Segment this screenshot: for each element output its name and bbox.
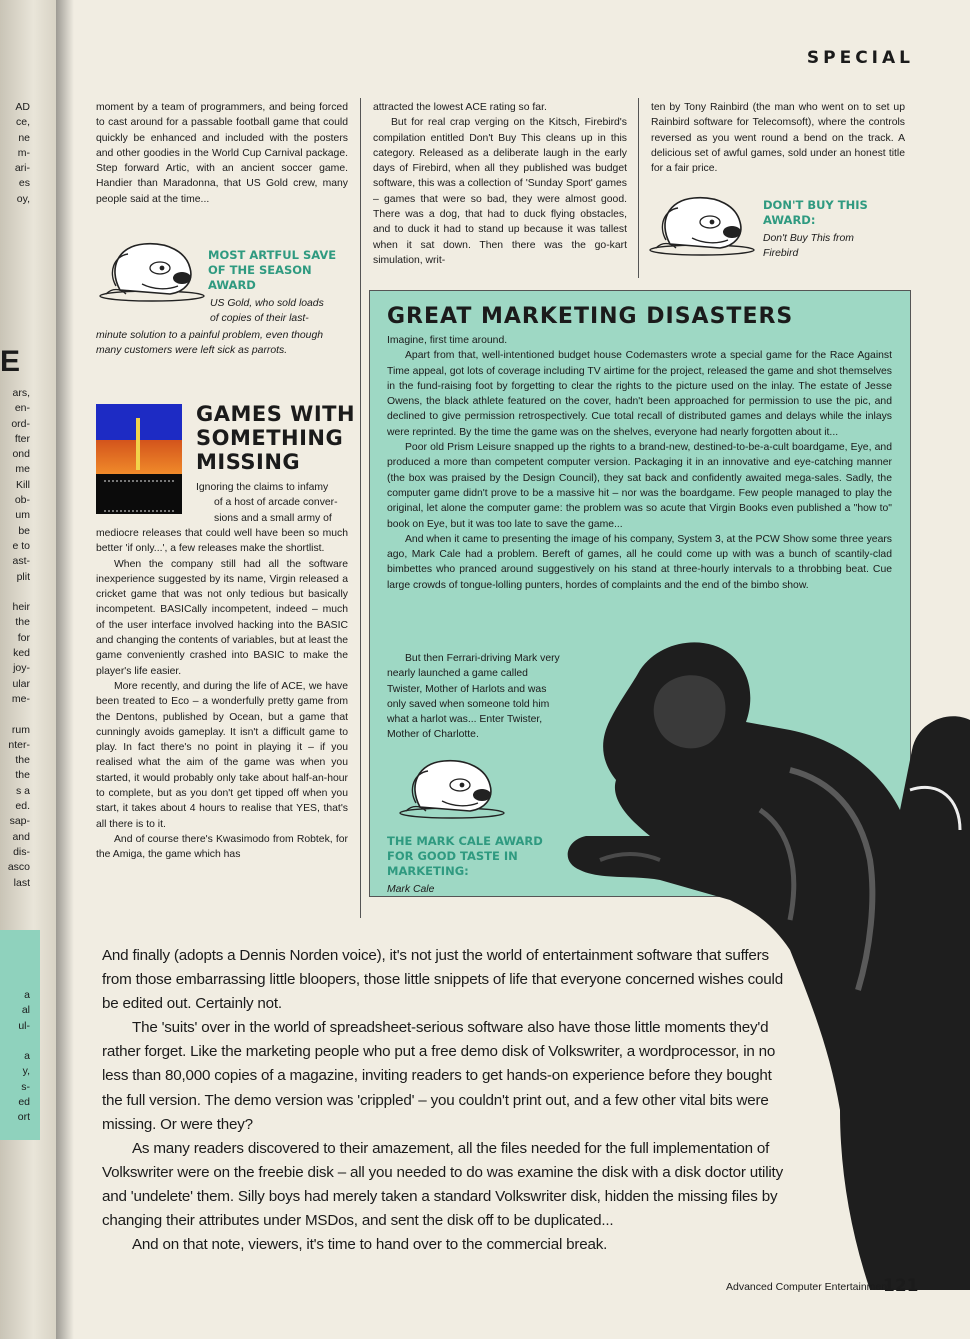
paragraph: And finally (adopts a Dennis Norden voice), it's not just the world of entertainment software that suffers from those embarrassing little bloopers, those little snippets of life that everyone concerned wishes could be edited out. Certainly not. (102, 947, 783, 1013)
award-text-paragraph: minute solution to a painful problem, even though many customers were left sick as parrots. (96, 330, 324, 356)
facing-page-text-fragment: um (15, 509, 30, 522)
facing-page-text-fragment: es (18, 177, 30, 190)
facing-page-text-fragment: y, (22, 1065, 30, 1078)
paragraph: More recently, and during the life of ACE, we have been treated to Eco – a wonderfully pretty game from the Dentons, published by Ocean, but a game that cunningly avoids gameplay. It isn't a difficult game to play. In fact there's no point in playing it – if you realised what the aim of the game was when you started, it would probably only take about half-an-hour to complete, but as you don't get tipped off when you start, it takes about 4 hours to realise that YES, that's all there is to it. (96, 680, 348, 830)
publication-name: Advanced Computer Entertainment (726, 1281, 891, 1293)
facing-page-text-fragment: be (18, 524, 30, 537)
facing-page-text-fragment: AD (15, 101, 30, 113)
paragraph: But then Ferrari-driving Mark very nearly launched a game called Twister, Mother of Harlots and was only saved when someone told him what a harlot was... Enter Twister, Mother of Charlotte. (387, 653, 560, 741)
closing-article-text (102, 944, 792, 1257)
facing-page-text-fragment: and (12, 830, 30, 843)
title-line: SOMETHING (196, 426, 344, 450)
facing-page-text-fragment: the (15, 754, 30, 767)
screenshot-panel (104, 480, 174, 512)
facing-page-text-fragment: the (15, 616, 30, 629)
facing-page-text-fragment: me (15, 463, 30, 476)
paragraph: When the company still had all the software inexperience suggested by its name, Virgin released a cricket game that was not only tedious but basically incompetent. BASICally incompetent, indeed – much of the user interface involved hacking into the BASIC and changing the contents of variables, but at least the game conveniently crashed into BASIC to make the player's life easier. (96, 558, 348, 677)
column-3 (651, 100, 905, 176)
facing-page-text-fragment: m- (17, 146, 30, 159)
paragraph: Imagine, first time around. (387, 335, 508, 346)
cartoon-dog-icon (398, 755, 506, 819)
facing-page-text-fragment: a (24, 1050, 30, 1063)
cartoon-dog-icon (648, 192, 756, 256)
paragraph: The 'suits' over in the world of spreadsheet-serious software also have those little moments they'd rather forget. Like the marketing people who put a free demo disk of Volkswriter, a wordprocessor, in no less than 80,000 copies of a magazine, inviting readers to get hands-on experience before they bought the full version. The demo version was 'crippled' – you couldn't print out, and a few other vital bits were missing. Or were they? (102, 1019, 776, 1133)
paragraph: attracted the lowest ACE rating so far. (373, 102, 547, 113)
facing-page-text-fragment: oy, (16, 192, 30, 205)
facing-page-text-fragment: dis- (13, 845, 30, 858)
paragraph: Poor old Prism Leisure snapped up the rights to a brand-new, destined-to-be-a-cult boardgame, Eye, and produced a more than competent computer version. Packaging it in an innovative and eye-catching manner (the box was praised by the Design Council), they sat back and confidently awaited mega-sales. Sadly, the computer game didn't prove to be a massive hit – nor was the boardgame. Few people managed to play the original, let alone the computer game: the problem was so acute that Virgin Books even published a "how to" book on Eye, but it was too late to save the game... (387, 442, 892, 530)
section-label: SPECIAL (806, 48, 914, 68)
facing-page-text-fragment: fter (14, 432, 30, 445)
facing-page-fragments-middle (0, 386, 30, 891)
facing-page-text-fragment: ne (18, 131, 30, 144)
facing-page-text-fragment: ob- (14, 494, 30, 507)
award-text: Mark Cale (387, 884, 435, 895)
facing-page-text-fragment: ular (12, 677, 30, 690)
intro-line: sions and a small army of (214, 512, 332, 524)
paragraph: Apart from that, well-intentioned budget house Codemasters wrote a special game for the Race Against Time appeal, got lots of coverage including TV airtime for the project, released the game and shot themselves in the fund-raising foot by forgetting to clear the rights to the picture used on the inlay. The estate of Jesse Owens, the black athlete featured on the cover, hadn't been approached for permission to use the pic, and declined to give permission retrospectively. Cue total recall of distributed games and delays while the inlays were reprinted. By the time the game was on the shelves, everyone had nearly forgotten about it... (387, 350, 892, 438)
award-title-mark-cale: THE MARK CALE AWARD FOR GOOD TASTE IN MARKETING: (387, 834, 543, 878)
facing-page-text-fragment: for (17, 631, 30, 644)
facing-page-text-fragment (0, 1034, 30, 1049)
intro-line: Ignoring the claims to infamy (196, 482, 329, 493)
facing-page-text-fragment: asco (7, 861, 30, 874)
facing-page-big-letter: E (0, 345, 21, 378)
column-divider (638, 98, 639, 278)
page-number: 121 (883, 1276, 919, 1296)
award-text-line: of copies of their last- (210, 313, 309, 324)
facing-page-text-fragment: me- (11, 692, 30, 705)
facing-page-text-fragment: ul- (18, 1019, 30, 1032)
facing-page-text-fragment: the (15, 769, 30, 782)
facing-page-text-fragment: last (13, 876, 30, 889)
title-line: MISSING (196, 450, 301, 474)
facing-page-text-fragment: ast- (12, 555, 30, 568)
box-text-wide (387, 333, 892, 593)
facing-page-text-fragment: ort (17, 1111, 30, 1124)
facing-page-text-fragment: ce, (15, 116, 30, 129)
facing-page-text-fragment (0, 585, 30, 600)
facing-page-text-fragment: ord- (11, 417, 30, 430)
facing-page-text-fragment: heir (12, 601, 30, 614)
binding-shadow (56, 0, 74, 1339)
facing-page-text-fragment: a (24, 989, 30, 1001)
facing-page-fragments-bottom (0, 988, 30, 1126)
cartoon-dog-icon (98, 238, 206, 302)
box-text-narrow (387, 651, 563, 743)
intro-lines (196, 480, 348, 526)
column-2 (373, 100, 627, 268)
paragraph: And when it came to presenting the image of his company, System 3, at the PCW Show some three years ago, Mark Cale had a problem. Bereft of games, all he could come up with was a bunch of scantily-clad bimbettes who pranced around suggestively on his stand at three-hourly intervals to a throbbing beat. Cue large crowds of tongue-lolling punters, hordes of complaints and the end of the bimbo show. (387, 533, 892, 591)
paragraph: ten by Tony Rainbird (the man who went on to set up Rainbird software for Telecomsoft), where the controls reversed as you went round a bend on the track. A delicious set of awful games, sold under an honest title for a fair price. (651, 102, 905, 175)
paragraph: But for real crap verging on the Kitsch, Firebird's compilation entitled Don't Buy This cleans up in this category. Released as a deliberate laugh in the early days of Firebird, when all they published was budget software, this was a collection of 'Sunday Sport' games – games that were so bad, they were almost good. There was a dog, that had to duck flying obstacles, and to duck it had to stand up because it was tallest when it sat down. Then there was the go-kart simulation, writ- (373, 117, 627, 266)
facing-page-text-fragment: s- (21, 1080, 30, 1093)
column-divider (360, 98, 361, 918)
paragraph: moment by a team of programmers, and being forced to cast around for a passable football game that could quickly be enhanced and included with the posters and other goodies in the World Cup Carnival package. Step forward Artic, with an ancient soccer game. Handier than Maradonna, that US Gold crew, many people said at the time... (96, 102, 348, 205)
facing-page-fragments-top (0, 100, 30, 207)
award-text-line: US Gold, who sold loads (210, 298, 324, 309)
column-1-body (96, 526, 348, 863)
paragraph: As many readers discovered to their amazement, all the files needed for the full implementation of Volkswriter were on the freebie disk – all you needed to do was examine the disk with a disk doctor utility and 'undelete' them. Silly boys had merely taken a standard Volkswriter disk, hidden the missing files by changing their attributes under MSDos, and sent the disk off to be duplicated... (102, 1139, 783, 1230)
facing-page-text-fragment: ed (18, 1096, 30, 1109)
title-line: GAMES WITH (196, 402, 356, 426)
facing-page-text-fragment: e to (12, 539, 30, 552)
facing-page-text-fragment: ed. (15, 800, 30, 813)
facing-page-text-fragment: ari- (14, 162, 30, 175)
facing-page-text-fragment (0, 707, 30, 722)
games-missing-title (196, 402, 355, 474)
facing-page-text-fragment: en- (14, 402, 30, 415)
facing-page-text-fragment: s a (15, 784, 30, 797)
paragraph: And on that note, viewers, it's time to hand over to the commercial break. (132, 1236, 608, 1254)
award-title-artful-save: MOST ARTFUL SAVE OF THE SEASON AWARD (208, 248, 337, 292)
facing-page-text-fragment: Kill (15, 478, 30, 491)
award-text: Don't Buy This from Firebird (763, 233, 854, 259)
screenshot-figure (136, 418, 140, 470)
facing-page-text-fragment: rum (11, 723, 30, 736)
facing-page-text-fragment: al (21, 1004, 30, 1017)
marketing-disasters-title: GREAT MARKETING DISASTERS (387, 304, 794, 329)
facing-page-text-fragment: nter- (8, 738, 30, 751)
award-title-dont-buy: DON'T BUY THIS AWARD: (763, 198, 868, 227)
facing-page-text-fragment: ars, (12, 387, 30, 399)
facing-page-text-fragment: sap- (9, 815, 30, 828)
facing-page-text-fragment: plit (16, 570, 30, 583)
paragraph: And of course there's Kwasimodo from Robtek, for the Amiga, the game which has (96, 833, 348, 861)
column-1-intro (96, 100, 348, 207)
facing-page-text-fragment: ked (13, 647, 30, 660)
intro-line: of a host of arcade conver- (214, 497, 338, 509)
facing-page-text-fragment: ond (12, 448, 30, 461)
facing-page-text-fragment: joy- (13, 662, 30, 675)
game-screenshot-image (96, 404, 182, 514)
paragraph: mediocre releases that could well have been so much better 'if only...', a few releases make the shortlist. (96, 528, 348, 555)
